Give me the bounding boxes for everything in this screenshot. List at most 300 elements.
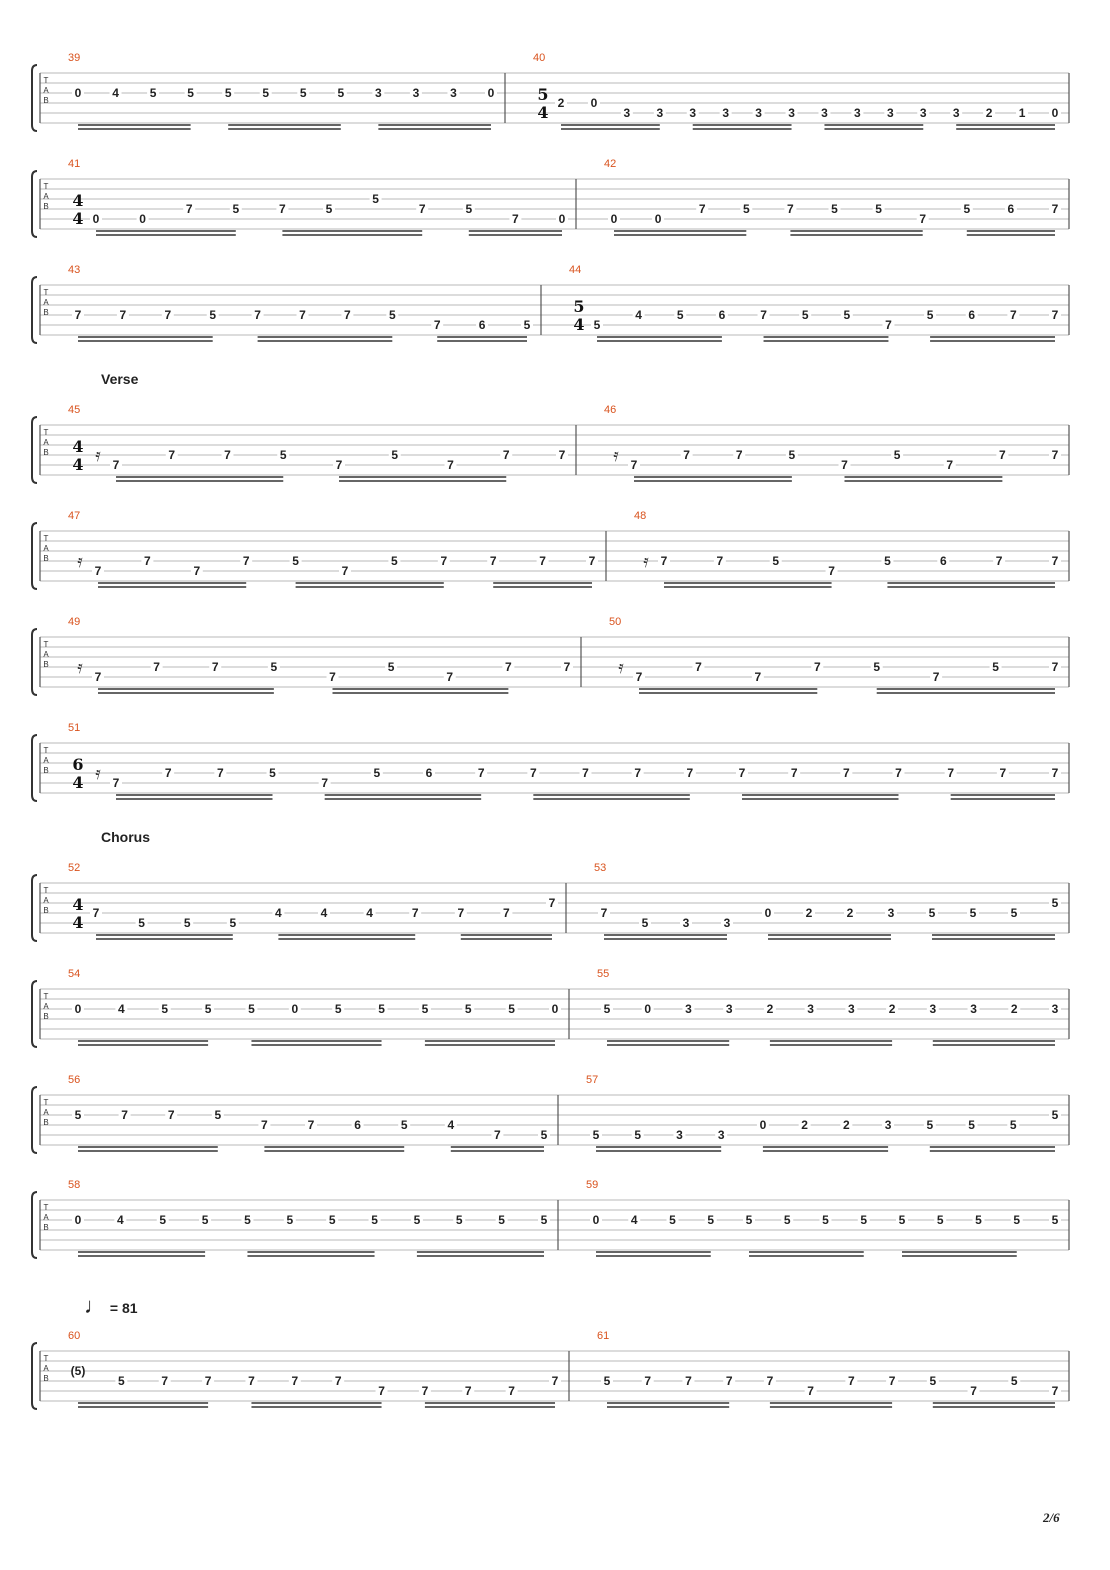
fret-number: 7 bbox=[582, 766, 589, 780]
fret-number: 5 bbox=[161, 1002, 169, 1016]
fret-number: 3 bbox=[723, 916, 731, 930]
fret-number: 4 bbox=[117, 1213, 124, 1227]
fret-number: 7 bbox=[725, 1374, 733, 1388]
time-signature-top: 4 bbox=[72, 895, 84, 914]
fret-number: 5 bbox=[270, 660, 278, 674]
fret-number: 0 bbox=[590, 96, 598, 110]
fret-number: 4 bbox=[118, 1002, 125, 1016]
tab-clef-letter: B bbox=[43, 1223, 49, 1232]
tab-clef-letter: B bbox=[43, 906, 49, 915]
fret-number: 5 bbox=[201, 1213, 209, 1227]
fret-number: 5 bbox=[183, 916, 191, 930]
fret-number: 7 bbox=[299, 308, 306, 322]
fret-number: 4 bbox=[630, 1213, 638, 1227]
fret-number: 7 bbox=[204, 1374, 212, 1388]
fret-number: 5 bbox=[873, 660, 881, 674]
tab-clef-letter: T bbox=[43, 534, 49, 543]
fret-number: 5 bbox=[187, 86, 194, 100]
tab-clef-letter: A bbox=[43, 1213, 49, 1222]
fret-number: 0 bbox=[592, 1213, 600, 1227]
fret-number: 7 bbox=[760, 308, 767, 322]
fret-number: 4 bbox=[447, 1118, 455, 1132]
measure-number: 59 bbox=[586, 1179, 599, 1191]
fret-number: 3 bbox=[854, 106, 861, 120]
tab-clef-letter: A bbox=[43, 1108, 49, 1117]
tab-clef-letter: T bbox=[43, 1354, 49, 1363]
fret-number: 5 bbox=[391, 448, 399, 462]
measure-number: 45 bbox=[68, 404, 81, 416]
measure-number: 40 bbox=[533, 52, 546, 64]
fret-number: 5 bbox=[822, 1213, 829, 1227]
fret-number: 5 bbox=[788, 448, 796, 462]
tab-clef-letter: T bbox=[43, 288, 49, 297]
fret-number: 7 bbox=[144, 554, 151, 568]
fret-number: 5 bbox=[400, 1118, 408, 1132]
fret-number: 5 bbox=[229, 916, 237, 930]
fret-number: 7 bbox=[1051, 308, 1059, 322]
tab-clef-letter: T bbox=[43, 746, 49, 755]
fret-number: 5 bbox=[248, 1002, 255, 1016]
fret-number: 7 bbox=[635, 670, 643, 684]
fret-number: 7 bbox=[787, 202, 794, 216]
fret-number: 7 bbox=[112, 776, 120, 790]
fret-number: 7 bbox=[813, 660, 821, 674]
fret-number: 2 bbox=[888, 1002, 896, 1016]
fret-number: 3 bbox=[722, 106, 730, 120]
system-bracket bbox=[32, 1343, 37, 1409]
fret-number: 0 bbox=[1051, 106, 1059, 120]
quarter-note-icon: ♩ bbox=[84, 1293, 106, 1318]
fret-number: 3 bbox=[848, 1002, 855, 1016]
fret-number: 5 bbox=[387, 660, 395, 674]
measure-number: 58 bbox=[68, 1179, 81, 1191]
fret-number: 7 bbox=[946, 458, 954, 472]
fret-number: 5 bbox=[893, 448, 901, 462]
fret-number: 0 bbox=[551, 1002, 559, 1016]
fret-number: 0 bbox=[74, 1213, 82, 1227]
fret-number: 7 bbox=[254, 308, 261, 322]
measure-number: 47 bbox=[68, 510, 81, 522]
fret-number: 3 bbox=[717, 1128, 725, 1142]
fret-number: 5 bbox=[929, 1374, 937, 1388]
fret-number: 5 bbox=[413, 1213, 421, 1227]
fret-number: 7 bbox=[1051, 202, 1059, 216]
fret-number: 7 bbox=[529, 766, 537, 780]
fret-number: 5 bbox=[224, 86, 232, 100]
fret-number: 5 bbox=[214, 1108, 222, 1122]
fret-number: 5 bbox=[641, 916, 649, 930]
fret-number: 7 bbox=[489, 554, 497, 568]
fret-number: 7 bbox=[630, 458, 638, 472]
fret-number: 7 bbox=[1010, 308, 1017, 322]
fret-number: 5 bbox=[975, 1213, 982, 1227]
fret-number: 7 bbox=[999, 448, 1006, 462]
fret-number: 7 bbox=[335, 458, 343, 472]
fret-number: 7 bbox=[790, 766, 798, 780]
fret-number: 7 bbox=[828, 564, 835, 578]
fret-number: 6 bbox=[968, 308, 976, 322]
measure-number: 52 bbox=[68, 862, 81, 874]
tab-clef-letter: B bbox=[43, 766, 49, 775]
fret-number: 7 bbox=[1051, 1384, 1059, 1398]
fret-number: 7 bbox=[421, 1384, 429, 1398]
fret-number: 7 bbox=[502, 448, 510, 462]
fret-number: 7 bbox=[447, 458, 454, 472]
fret-number: 5 bbox=[421, 1002, 429, 1016]
fret-number: 7 bbox=[503, 906, 510, 920]
time-signature-bottom: 4 bbox=[537, 103, 549, 122]
fret-number: 5 bbox=[707, 1213, 715, 1227]
tab-clef-letter: T bbox=[43, 1203, 49, 1212]
fret-number: 5 bbox=[232, 202, 240, 216]
fret-number: 7 bbox=[341, 564, 349, 578]
fret-number: 5 bbox=[325, 202, 333, 216]
fret-number: 5 bbox=[1051, 1108, 1059, 1122]
tab-clef-letter: A bbox=[43, 1364, 49, 1373]
fret-number: 3 bbox=[682, 916, 690, 930]
fret-number: 7 bbox=[121, 1108, 128, 1122]
fret-number: 5 bbox=[592, 1128, 600, 1142]
fret-number: 0 bbox=[558, 212, 566, 226]
fret-number: 7 bbox=[932, 670, 940, 684]
fret-number: 5 bbox=[884, 554, 891, 568]
tab-clef-letter: B bbox=[43, 554, 49, 563]
fret-number: 5 bbox=[1009, 1118, 1017, 1132]
fret-number: 3 bbox=[884, 1118, 892, 1132]
fret-number: 5 bbox=[337, 86, 345, 100]
fret-number: 7 bbox=[378, 1384, 385, 1398]
fret-number: 7 bbox=[807, 1384, 814, 1398]
fret-number: 7 bbox=[588, 554, 596, 568]
fret-number: 7 bbox=[505, 660, 512, 674]
measure-number: 54 bbox=[68, 968, 81, 980]
fret-number: 7 bbox=[644, 1374, 652, 1388]
measure-number: 56 bbox=[68, 1074, 81, 1086]
fret-number: 5 bbox=[1013, 1213, 1021, 1227]
fret-number: 5 bbox=[373, 766, 381, 780]
fret-number: 7 bbox=[433, 318, 441, 332]
fret-number: 7 bbox=[94, 670, 102, 684]
fret-number: 7 bbox=[74, 308, 82, 322]
fret-number: 6 bbox=[478, 318, 486, 332]
fret-number: 5 bbox=[464, 1002, 472, 1016]
measure-number: 43 bbox=[68, 264, 81, 276]
fret-number: 7 bbox=[164, 766, 172, 780]
fret-number: 7 bbox=[94, 564, 102, 578]
fret-number: 3 bbox=[685, 1002, 692, 1016]
fret-number: 7 bbox=[841, 458, 848, 472]
measure-number: 41 bbox=[68, 158, 81, 170]
fret-number: 5 bbox=[928, 906, 936, 920]
fret-number: 3 bbox=[725, 1002, 733, 1016]
section-label-chorus: Chorus bbox=[101, 829, 150, 845]
tab-clef-letter: B bbox=[43, 1374, 49, 1383]
fret-number: 7 bbox=[842, 766, 850, 780]
fret-number: 5 bbox=[334, 1002, 342, 1016]
sixteenth-rest-icon: 𝄿 bbox=[77, 551, 83, 572]
time-signature-top: 5 bbox=[573, 297, 585, 316]
fret-number: 0 bbox=[487, 86, 495, 100]
fret-number: 5 bbox=[745, 1213, 753, 1227]
fret-number: 7 bbox=[683, 448, 690, 462]
fret-number: 5 bbox=[843, 308, 851, 322]
fret-number: 5 bbox=[772, 554, 780, 568]
fret-number: 7 bbox=[457, 906, 465, 920]
fret-number: 5 bbox=[831, 202, 838, 216]
fret-number: 3 bbox=[412, 86, 420, 100]
fret-number: 7 bbox=[119, 308, 127, 322]
measure-number: 39 bbox=[68, 52, 81, 64]
fret-number: 3 bbox=[450, 86, 457, 100]
tab-clef-letter: T bbox=[43, 640, 49, 649]
fret-number: 5 bbox=[279, 448, 287, 462]
fret-number: 7 bbox=[477, 766, 485, 780]
fret-number: 7 bbox=[307, 1118, 315, 1132]
fret-number: 5 bbox=[969, 906, 977, 920]
section-label-verse: Verse bbox=[101, 371, 139, 387]
fret-number: 7 bbox=[321, 776, 329, 790]
fret-number: 7 bbox=[92, 906, 100, 920]
fret-number: 2 bbox=[843, 1118, 850, 1132]
tab-clef-letter: A bbox=[43, 650, 49, 659]
fret-number: 5 bbox=[783, 1213, 791, 1227]
fret-number: 7 bbox=[1051, 554, 1059, 568]
fret-number: 7 bbox=[895, 766, 902, 780]
fret-number: 5 bbox=[372, 192, 379, 206]
fret-number: 3 bbox=[788, 106, 795, 120]
fret-number: 7 bbox=[440, 554, 448, 568]
fret-number: 5 bbox=[378, 1002, 385, 1016]
fret-number: 7 bbox=[558, 448, 566, 462]
fret-number: 7 bbox=[698, 202, 706, 216]
fret-number: 5 bbox=[498, 1213, 505, 1227]
fret-number: 0 bbox=[764, 906, 772, 920]
fret-number: 5 bbox=[391, 554, 398, 568]
fret-number: 5 bbox=[801, 308, 809, 322]
tab-clef-letter: B bbox=[43, 96, 49, 105]
time-signature-top: 6 bbox=[72, 755, 84, 774]
fret-number: 7 bbox=[153, 660, 160, 674]
fret-number: 7 bbox=[754, 670, 762, 684]
fret-number: 7 bbox=[1051, 660, 1059, 674]
fret-number: 2 bbox=[985, 106, 993, 120]
fret-number: 3 bbox=[1051, 1002, 1059, 1016]
fret-number: 5 bbox=[669, 1213, 676, 1227]
fret-number: 7 bbox=[216, 766, 224, 780]
fret-number: 5 bbox=[540, 1213, 548, 1227]
time-signature-bottom: 4 bbox=[573, 315, 585, 334]
fret-number: 7 bbox=[329, 670, 336, 684]
fret-number: 7 bbox=[738, 766, 746, 780]
fret-number: 5 bbox=[603, 1002, 611, 1016]
tab-clef-letter: B bbox=[43, 448, 49, 457]
tab-clef-letter: T bbox=[43, 182, 49, 191]
fret-number: 6 bbox=[354, 1118, 361, 1132]
fret-number: 5 bbox=[898, 1213, 906, 1227]
fret-number: 0 bbox=[74, 1002, 82, 1016]
tab-clef-letter: A bbox=[43, 896, 49, 905]
fret-number: 7 bbox=[888, 1374, 896, 1388]
fret-number: 0 bbox=[654, 212, 662, 226]
fret-number: 7 bbox=[551, 1374, 559, 1388]
tab-clef-letter: A bbox=[43, 86, 49, 95]
fret-number: 3 bbox=[656, 106, 664, 120]
fret-number: 5 bbox=[1010, 1374, 1018, 1388]
fret-number: 7 bbox=[112, 458, 120, 472]
time-signature-top: 4 bbox=[72, 191, 84, 210]
fret-number: 7 bbox=[735, 448, 743, 462]
fret-number: 7 bbox=[411, 906, 419, 920]
fret-number: 7 bbox=[970, 1384, 977, 1398]
sixteenth-rest-icon: 𝄿 bbox=[77, 657, 83, 678]
fret-number: 3 bbox=[807, 1002, 814, 1016]
fret-number: 5 bbox=[455, 1213, 463, 1227]
fret-number: 4 bbox=[366, 906, 373, 920]
tab-clef-letter: A bbox=[43, 544, 49, 553]
tab-clef-letter: T bbox=[43, 428, 49, 437]
fret-number: 7 bbox=[947, 766, 955, 780]
fret-number: 7 bbox=[446, 670, 454, 684]
fret-number: 2 bbox=[766, 1002, 774, 1016]
fret-number: 7 bbox=[919, 212, 927, 226]
fret-number: 5 bbox=[209, 308, 217, 322]
fret-number: 5 bbox=[388, 308, 396, 322]
fret-number: 4 bbox=[112, 86, 119, 100]
fret-number: 5 bbox=[269, 766, 276, 780]
measure-number: 61 bbox=[597, 1330, 610, 1342]
tab-clef-letter: A bbox=[43, 192, 49, 201]
fret-number: 7 bbox=[494, 1128, 501, 1142]
fret-number: 5 bbox=[138, 916, 145, 930]
fret-number: 0 bbox=[759, 1118, 767, 1132]
fret-number: 7 bbox=[334, 1374, 342, 1388]
sixteenth-rest-icon: 𝄿 bbox=[95, 763, 101, 784]
time-signature-bottom: 4 bbox=[72, 209, 84, 228]
measure-number: 55 bbox=[597, 968, 610, 980]
fret-number: 7 bbox=[344, 308, 351, 322]
tab-clef-letter: B bbox=[43, 1118, 49, 1127]
tab-clef-letter: T bbox=[43, 886, 49, 895]
fret-number: 7 bbox=[512, 212, 519, 226]
fret-number: 2 bbox=[801, 1118, 808, 1132]
tab-clef-letter: A bbox=[43, 1002, 49, 1011]
fret-number: 7 bbox=[291, 1374, 299, 1388]
fret-number: 1 bbox=[1018, 106, 1026, 120]
fret-number: 0 bbox=[92, 212, 100, 226]
tab-clef-letter: T bbox=[43, 76, 49, 85]
measure-number: 50 bbox=[609, 616, 622, 628]
fret-number: 5 bbox=[603, 1374, 611, 1388]
fret-number: 4 bbox=[275, 906, 282, 920]
fret-number: 7 bbox=[660, 554, 668, 568]
fret-number: 7 bbox=[600, 906, 608, 920]
fret-number: 5 bbox=[963, 202, 971, 216]
fret-number: 7 bbox=[1051, 448, 1059, 462]
sixteenth-rest-icon: 𝄿 bbox=[613, 445, 619, 466]
fret-number: 4 bbox=[320, 906, 328, 920]
fret-number: 7 bbox=[279, 202, 286, 216]
fret-number: 2 bbox=[846, 906, 854, 920]
fret-number: 7 bbox=[164, 308, 172, 322]
fret-number: 7 bbox=[695, 660, 702, 674]
fret-number: 3 bbox=[689, 106, 697, 120]
fret-number: 5 bbox=[742, 202, 750, 216]
sixteenth-rest-icon: 𝄿 bbox=[618, 657, 624, 678]
fret-number: 5 bbox=[74, 1108, 82, 1122]
sixteenth-rest-icon: 𝄿 bbox=[95, 445, 101, 466]
fret-number: 5 bbox=[634, 1128, 642, 1142]
fret-number: 3 bbox=[887, 906, 895, 920]
time-signature-top: 4 bbox=[72, 437, 84, 456]
fret-number: 7 bbox=[261, 1118, 268, 1132]
fret-number: 7 bbox=[248, 1374, 255, 1388]
fret-number: 7 bbox=[995, 554, 1003, 568]
fret-number: 5 bbox=[540, 1128, 548, 1142]
fret-number: 5 bbox=[508, 1002, 515, 1016]
fret-number: 7 bbox=[766, 1374, 774, 1388]
page-number: 2/6 bbox=[1043, 1510, 1060, 1525]
fret-number: 7 bbox=[548, 896, 556, 910]
fret-number: 5 bbox=[968, 1118, 975, 1132]
fret-number: 3 bbox=[886, 106, 894, 120]
fret-number: 5 bbox=[992, 660, 999, 674]
fret-number: 2 bbox=[557, 96, 565, 110]
fret-number: 7 bbox=[508, 1384, 515, 1398]
measure-number: 49 bbox=[68, 616, 81, 628]
fret-number: 6 bbox=[939, 554, 947, 568]
fret-number: 3 bbox=[919, 106, 927, 120]
measure-number: 48 bbox=[634, 510, 647, 522]
fret-number: 7 bbox=[242, 554, 250, 568]
tab-clef-letter: B bbox=[43, 660, 49, 669]
fret-number: 5 bbox=[149, 86, 157, 100]
fret-number: 7 bbox=[686, 766, 694, 780]
fret-number: 5 bbox=[328, 1213, 336, 1227]
fret-number: 5 bbox=[299, 86, 307, 100]
fret-number: 3 bbox=[970, 1002, 977, 1016]
tempo-value: = 81 bbox=[106, 1300, 138, 1316]
fret-number: 2 bbox=[1010, 1002, 1018, 1016]
fret-number: 7 bbox=[1051, 766, 1059, 780]
fret-number: 5 bbox=[292, 554, 299, 568]
fret-number: 3 bbox=[676, 1128, 683, 1142]
fret-number: 7 bbox=[999, 766, 1007, 780]
fret-number: 5 bbox=[1051, 1213, 1059, 1227]
measure-number: 42 bbox=[604, 158, 617, 170]
tab-clef-letter: T bbox=[43, 1098, 49, 1107]
tab-clef-letter: A bbox=[43, 438, 49, 447]
fret-number: 3 bbox=[623, 106, 631, 120]
fret-number: 7 bbox=[563, 660, 571, 674]
fret-number: 7 bbox=[224, 448, 231, 462]
fret-number: 6 bbox=[1007, 202, 1015, 216]
fret-number: 7 bbox=[885, 318, 892, 332]
fret-number: 5 bbox=[875, 202, 882, 216]
fret-number: 5 bbox=[262, 86, 270, 100]
fret-number: 3 bbox=[755, 106, 762, 120]
fret-number: 7 bbox=[185, 202, 193, 216]
measure-number: 53 bbox=[594, 862, 607, 874]
fret-number: 0 bbox=[644, 1002, 652, 1016]
time-signature-top: 5 bbox=[537, 85, 549, 104]
fret-number: 5 bbox=[159, 1213, 167, 1227]
measure-number: 51 bbox=[68, 722, 81, 734]
measure-number: 57 bbox=[586, 1074, 599, 1086]
fret-number: 7 bbox=[848, 1374, 855, 1388]
time-signature-bottom: 4 bbox=[72, 455, 84, 474]
fret-number: 3 bbox=[375, 86, 382, 100]
fret-number: 7 bbox=[539, 554, 546, 568]
